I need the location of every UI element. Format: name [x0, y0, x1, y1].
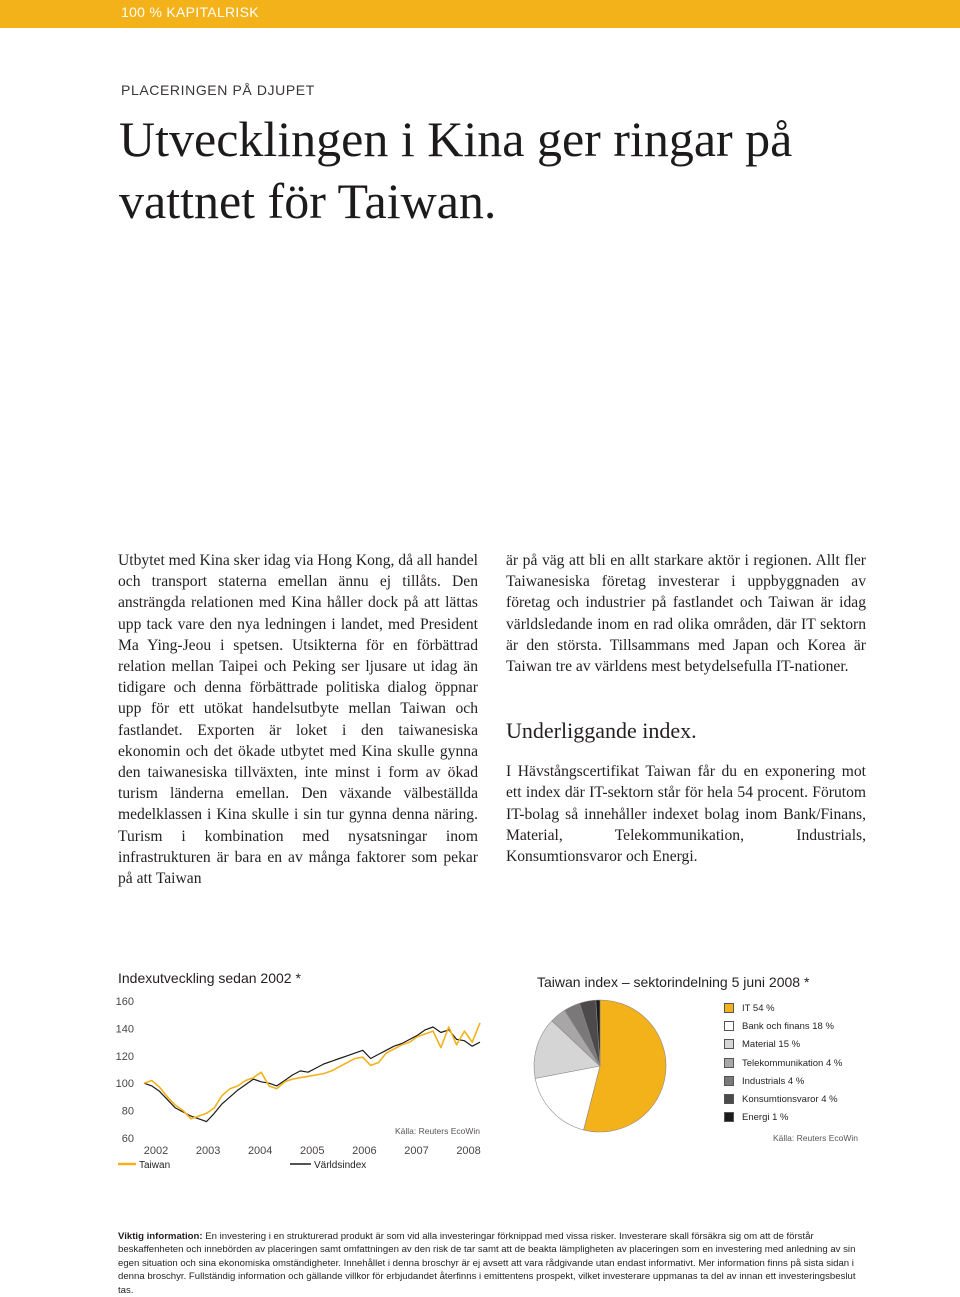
article-column-left [118, 550, 478, 889]
pie-legend-swatch [724, 1003, 734, 1013]
pie-legend-label: Industrials 4 % [742, 1075, 805, 1087]
body-paragraph: Utbytet med Kina sker idag via Hong Kong, då all handel och transport staterna emellan ännu ej tillåts. Den ansträngda relationen med Kina håller dock på att lättas upp tack vare den nya ledningen i landet, med President Ma Ying-Jeou i spetsen. Utsikterna för en förbättrad relation mellan Taipei och Peking ser ljusare ut idag än tidigare och denna förbättrade politiska dialog öppnar upp för ett utökat handelsutbyte mellan Taiwan och fastlandet. Exporten är loket i den taiwanesiska ekonomin och det ökade utbytet med Kina skulle gynna den taiwanesiska tillväxten, inte minst i form av ökad turism länderna emellan. Den växande välbeställda medelklassen i Kina skulle i sin tur gynna denna näring. Turism i kombination med nysatsningar inom infrastrukturen är bara en av många faktorer som pekar på att Taiwan [118, 552, 478, 888]
pie-legend-item [724, 1093, 944, 1111]
pie-legend-item [724, 1002, 944, 1020]
pie-legend-swatch [724, 1094, 734, 1104]
world-index-series-line [144, 1027, 480, 1122]
y-tick-label: 160 [115, 996, 134, 1008]
pie-legend-swatch [724, 1076, 734, 1086]
line-chart-title: Indexutveckling sedan 2002 * [118, 970, 301, 986]
y-tick-label: 120 [115, 1050, 134, 1063]
pie-chart-title: Taiwan index – sektorindelning 5 juni 2008 * [537, 974, 810, 990]
pie-legend-item [724, 1020, 944, 1038]
pie-legend-swatch [724, 1058, 734, 1068]
disclaimer-label: Viktig information: [118, 1231, 203, 1242]
y-tick-label: 80 [121, 1105, 134, 1118]
article-kicker: PLACERINGEN PÅ DJUPET [121, 82, 315, 98]
legend-label-taiwan: Taiwan [139, 1160, 171, 1171]
pie-legend-swatch [724, 1112, 734, 1122]
x-tick-label: 2003 [195, 1145, 221, 1157]
pie-legend-label: IT 54 % [742, 1003, 775, 1014]
article-column-right [506, 550, 866, 867]
legal-disclaimer [118, 1230, 870, 1297]
section-subheading: Underliggande index. [506, 718, 697, 744]
body-paragraph: är på väg att bli en allt starkare aktör i regionen. Allt fler Taiwanesiska företag investerar i uppbyggnaden av företag och industrier på fastlandet och Taiwan är idag världsledande inom en rad olika områden, där IT sektorn är den största. Tillsammans med Japan och Korea är Taiwan tre av världens mest betydelsefulla IT-nationer. [506, 552, 866, 676]
x-tick-label: 2002 [143, 1145, 169, 1157]
article-headline: Utvecklingen i Kina ger ringar på vattnet för Taiwan. [119, 111, 793, 229]
x-tick-label: 2005 [300, 1145, 325, 1157]
pie-source: Källa: Reuters EcoWin [773, 1133, 859, 1143]
legend-label-world: Världsindex [314, 1160, 367, 1171]
x-tick-label: 2006 [352, 1145, 377, 1157]
x-tick-label: 2008 [456, 1145, 481, 1157]
x-tick-label: 2004 [247, 1145, 273, 1157]
pie-legend-item [724, 1075, 944, 1093]
disclaimer-text: En investering i en strukturerad produkt är som vid alla investeringar förknippad med vissa risker. Investerare skall försäkra sig om att de förstår beskaffenheten och innebörden av placeringen samt omfattningen av den risk de tar samt att de beakta lämpligheten av placeringen som en investering med anledning av sin egen situation och sina ekonomiska omständigheter. Innehållet i denna broschyr är ej avsett att vara rådgivande utan endast informativt. Mer information finns på sista sidan i denna broschyr. Fullständig information och gällande villkor för erbjudandet återfinns i emittentens prospekt, vilket investerare uppmanas ta del av innan ett investeringsbeslut tas. [118, 1231, 856, 1296]
pie-chart [530, 996, 670, 1136]
y-tick-label: 100 [115, 1078, 134, 1091]
pie-legend-item [724, 1038, 944, 1056]
pie-legend-label: Konsumtionsvaror 4 % [742, 1093, 838, 1105]
section-label: 100 % KAPITALRISK [121, 4, 259, 20]
pie-legend-swatch [724, 1039, 734, 1049]
pie-legend-swatch [724, 1021, 734, 1031]
pie-legend [724, 1002, 944, 1129]
body-paragraph: I Hävstångscertifikat Taiwan får du en exponering mot ett index där IT-sektorn står för hela 54 procent. Förutom IT-bolag så innehåller indexet bolag inom Bank/Finans, Material, Telekommunikation, Industrials, Konsumtionsvaror och Energi. [506, 763, 866, 866]
top-banner [0, 0, 960, 28]
line-chart [110, 986, 510, 1186]
pie-legend-item [724, 1111, 944, 1129]
pie-legend-label: Bank och finans 18 % [742, 1021, 834, 1033]
line-chart-source: Källa: Reuters EcoWin [394, 1126, 480, 1136]
x-tick-label: 2007 [404, 1145, 429, 1157]
pie-legend-label: Energi 1 % [742, 1112, 789, 1124]
taiwan-series-line [144, 1023, 480, 1119]
pie-legend-label: Material 15 % [742, 1039, 801, 1051]
pie-legend-label: Telekommunikation 4 % [742, 1057, 843, 1069]
pie-legend-item [724, 1057, 944, 1075]
y-tick-label: 60 [121, 1133, 134, 1145]
y-tick-label: 140 [115, 1023, 134, 1036]
